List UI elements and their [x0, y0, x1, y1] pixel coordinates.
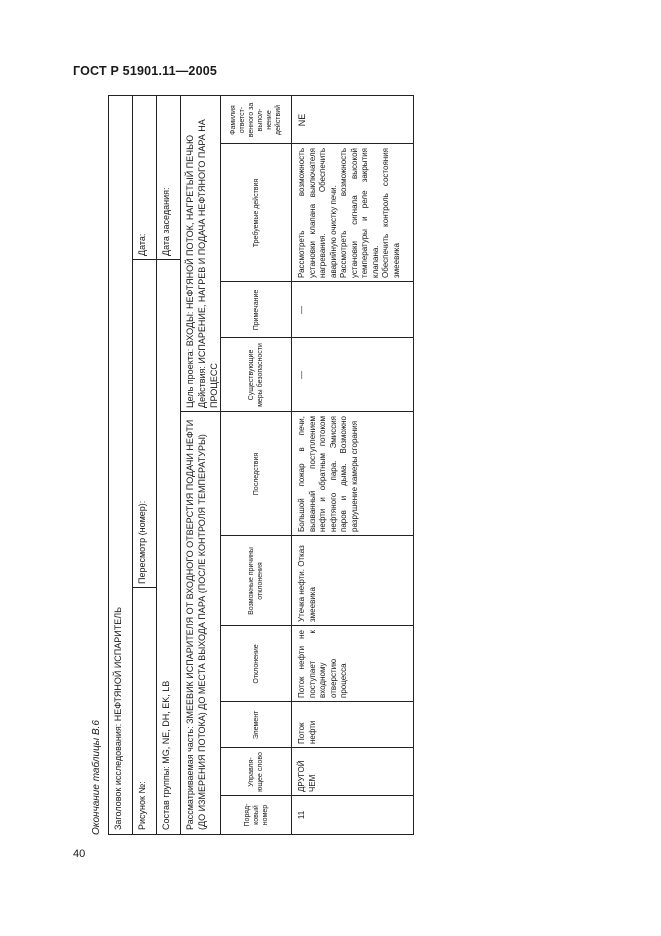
row-deviation: Поток нефти не поступает к входному отверстию процесса	[297, 630, 348, 698]
study-title: Заголовок исследования: НЕФТЯНОЙ ИСПАРИТЕЛЬ	[109, 96, 133, 834]
col-header-actions: Требуемые действия	[252, 178, 260, 248]
col-header-comments: Примечание	[252, 289, 260, 331]
action-item: Обеспечить контроль состояния змеевика	[381, 148, 401, 278]
document-header: ГОСТ Р 51901.11—2005	[73, 64, 218, 78]
revision-number: Пересмотр (номер):	[133, 260, 157, 588]
row-serial: 11	[297, 810, 306, 820]
col-header-serial: Поряд-ковый номер	[243, 803, 269, 827]
row-comments: —	[297, 306, 306, 314]
row-causes: Утечка нефти. Отказ змеевика	[297, 545, 317, 622]
row-consequences: Большой пожар в печи, вызванный поступлением нефти и обратным потоком нефтяного пара. Эмиссия паров и дыма. Возможно разрушение камеры сгорания	[297, 416, 359, 532]
col-header-responsible: Фамилия ответст-венного за выпол-нение действий	[230, 102, 282, 138]
col-header-consequences: Последствия	[252, 452, 260, 496]
row-safeguards: —	[297, 371, 306, 379]
col-header-deviation: Отклонение	[252, 644, 260, 684]
action-item: Рассмотреть возможность установки сигнала высокой температуры и реле закрытия клапана.	[339, 148, 380, 278]
divider	[133, 587, 157, 588]
divider	[181, 411, 221, 412]
row-responsible: NE	[297, 113, 307, 127]
row-actions	[291, 144, 413, 282]
col-header-guideword: Управля-ющее слово	[248, 752, 264, 792]
row-element: Поток нефти	[297, 720, 317, 744]
hazop-worksheet	[108, 95, 414, 835]
meeting-date: Дата заседания:	[157, 96, 181, 260]
date-field: Дата:	[133, 96, 157, 260]
design-intent: Цель проекта: ВХОДЫ: НЕФТЯНОЙ ПОТОК, НАГРЕТЫЙ ПЕЧЬЮ Действия: ИСПАРЕНИЕ, НАГРЕВ И ПОДАЧА НЕФТЯНОГО ПАРА НА ПРОЦЕСС	[181, 96, 221, 412]
action-item: Рассмотреть возможность установки клапана выключателя нагревания. Обеспечить аварийную очистку печи.	[297, 148, 338, 278]
part-considered: Рассматриваемая часть: ЗМЕЕВИК ИСПАРИТЕЛЯ ОТ ВХОДНОГО ОТВЕРСТИЯ ПОДАЧИ НЕФТИ (ДО ИЗМЕРЕНИЯ ПОТОКА) ДО МЕСТА ВЫХОДА ПАРА (ПОСЛЕ КОНТРОЛЯ ТЕМПЕРАТУРЫ)	[181, 412, 221, 834]
col-header-element: Элемент	[252, 710, 260, 740]
team-composition: Состав группы: MG, NE, DH, EK, LB	[157, 260, 181, 834]
row-guideword: ДРУГОЙ ЧЕМ	[297, 760, 317, 792]
page-number: 40	[73, 848, 86, 860]
col-header-causes: Возможные причины отклонения	[248, 547, 264, 615]
drawing-number: Рисунок №:	[133, 588, 157, 834]
col-header-safeguards: Существующие меры безопасности	[248, 343, 264, 407]
table-caption: Окончание таблицы В.6	[91, 720, 102, 835]
rotated-table-page	[88, 95, 428, 835]
